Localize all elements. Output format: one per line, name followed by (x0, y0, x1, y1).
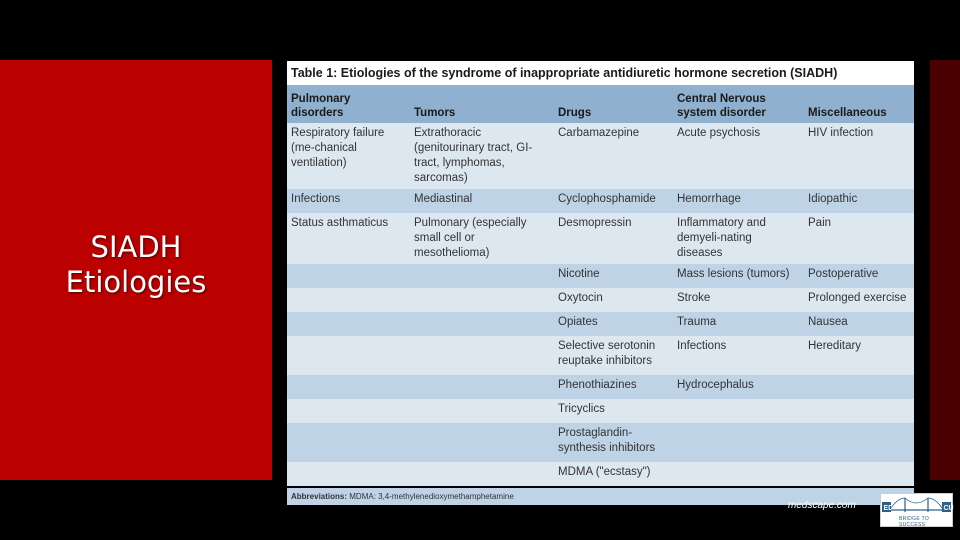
table-cell (287, 312, 410, 336)
etiologies-table (287, 85, 914, 486)
table-cell: Nicotine (554, 264, 673, 288)
etiologies-table-figure (287, 61, 914, 501)
table-row (287, 264, 914, 288)
table-cell (287, 336, 410, 375)
table-cell: Infections (673, 336, 804, 375)
bridge-logo (880, 493, 953, 527)
table-cell (287, 399, 410, 423)
table-cell (804, 399, 914, 423)
table-row (287, 375, 914, 399)
logo-text: BRIDGE TO SUCCESS (899, 516, 930, 528)
table-cell (804, 375, 914, 399)
table-cell: Selective serotonin reuptake inhibitors (554, 336, 673, 375)
table-cell (804, 423, 914, 462)
table-cell: Hemorrhage (673, 189, 804, 213)
table-cell: Pain (804, 213, 914, 264)
table-row (287, 312, 914, 336)
header-cns: Central Nervous system disorder (673, 85, 804, 123)
table-cell: Prolonged exercise (804, 288, 914, 312)
table-cell: Status asthmaticus (287, 213, 410, 264)
table-cell: Opiates (554, 312, 673, 336)
table-cell: Desmopressin (554, 213, 673, 264)
table-cell: Trauma (673, 312, 804, 336)
table-cell: Stroke (673, 288, 804, 312)
table-cell (287, 375, 410, 399)
header-misc: Miscellaneous (804, 85, 914, 123)
table-cell (410, 264, 554, 288)
accent-strip (930, 60, 960, 480)
table-row (287, 189, 914, 213)
table-cell: Extrathoracic (genitourinary tract, GI-tract, lymphomas, sarcomas) (410, 123, 554, 189)
table-cell: Idiopathic (804, 189, 914, 213)
table-cell (410, 399, 554, 423)
table-cell (410, 375, 554, 399)
table-cell (287, 462, 410, 486)
header-drugs: Drugs (554, 85, 673, 123)
table-cell (410, 288, 554, 312)
table-header-row (287, 85, 914, 123)
table-cell (287, 288, 410, 312)
table-cell: Phenothiazines (554, 375, 673, 399)
abbreviations-label: Abbreviations: (291, 492, 348, 501)
table-cell: Carbamazepine (554, 123, 673, 189)
table-cell (287, 264, 410, 288)
abbreviations-text: MDMA: 3,4-methylenedioxymethamphetamine (349, 492, 514, 501)
table-row (287, 213, 914, 264)
table-cell: MDMA ("ecstasy") (554, 462, 673, 486)
table-cell: Inflammatory and demyeli-nating diseases (673, 213, 804, 264)
table-cell: Nausea (804, 312, 914, 336)
table-cell: Postoperative (804, 264, 914, 288)
table-cell (673, 423, 804, 462)
table-cell: Hydrocephalus (673, 375, 804, 399)
table-cell: Oxytocin (554, 288, 673, 312)
header-tumors: Tumors (410, 85, 554, 123)
table-cell: Hereditary (804, 336, 914, 375)
table-cell (673, 399, 804, 423)
table-cell: Tricyclics (554, 399, 673, 423)
table-row (287, 123, 914, 189)
table-caption: Table 1: Etiologies of the syndrome of inappropriate antidiuretic hormone secretion (SIADH) (291, 66, 838, 80)
header-pulmonary: Pulmonary disorders (287, 85, 410, 123)
table-cell (410, 336, 554, 375)
slide-title-line-1: SIADH (90, 230, 182, 264)
table-row (287, 288, 914, 312)
table-row (287, 423, 914, 462)
table-cell (287, 423, 410, 462)
table-cell (410, 312, 554, 336)
table-row (287, 399, 914, 423)
table-cell: Pulmonary (especially small cell or mesothelioma) (410, 213, 554, 264)
table-cell: Respiratory failure (me-chanical ventilation) (287, 123, 410, 189)
table-cell: Mass lesions (tumors) (673, 264, 804, 288)
table-cell (410, 423, 554, 462)
slide-title-line-2: Etiologies (65, 265, 207, 299)
slide-title (0, 230, 272, 300)
svg-text:ED: ED (883, 505, 894, 512)
table-cell: HIV infection (804, 123, 914, 189)
source-credit: medscape.com (788, 500, 856, 511)
table-cell: Infections (287, 189, 410, 213)
table-cell: Prostaglandin-synthesis inhibitors (554, 423, 673, 462)
table-cell (804, 462, 914, 486)
table-cell: Mediastinal (410, 189, 554, 213)
table-row (287, 462, 914, 486)
table-row (287, 336, 914, 375)
table-cell: Cyclophosphamide (554, 189, 673, 213)
table-cell (410, 462, 554, 486)
table-cell: Acute psychosis (673, 123, 804, 189)
table-cell (673, 462, 804, 486)
svg-text:CU: CU (943, 505, 954, 512)
